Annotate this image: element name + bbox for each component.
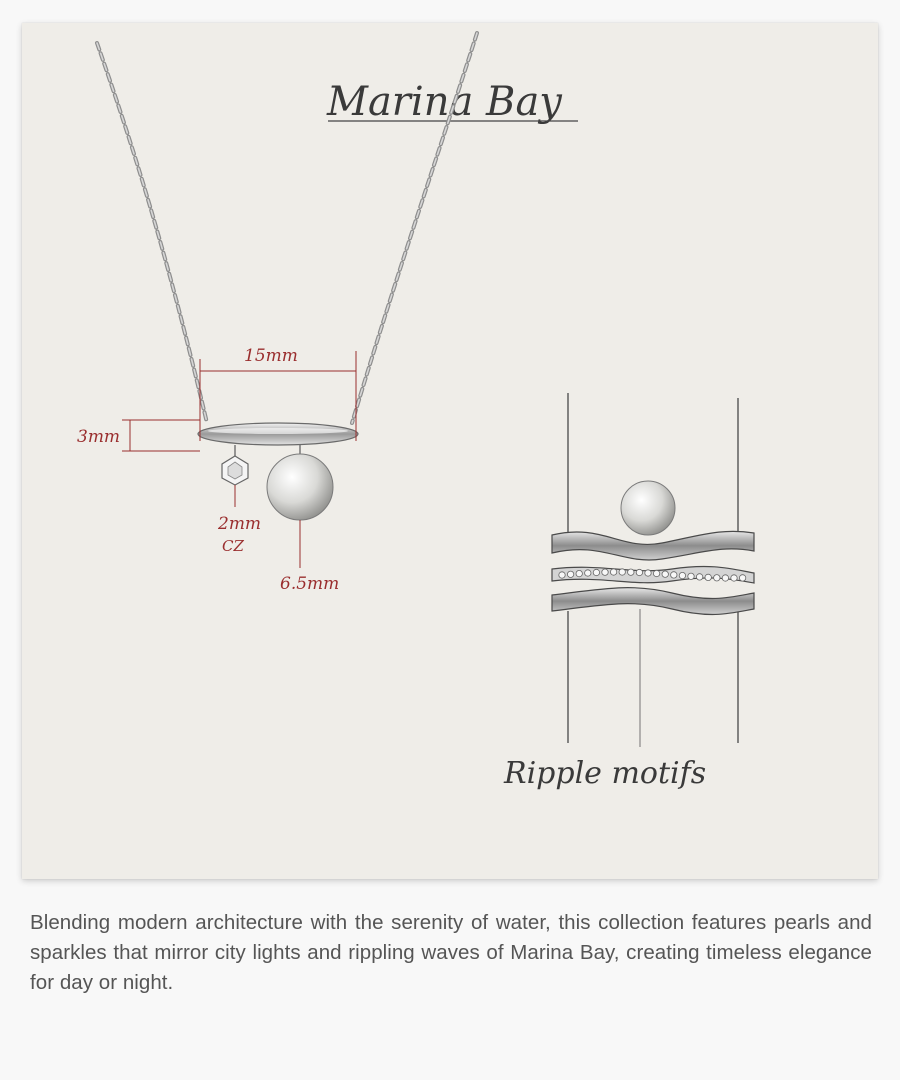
pave-stone	[705, 574, 711, 580]
pave-stone	[739, 575, 745, 581]
pave-stone	[585, 570, 591, 576]
title-group	[326, 79, 578, 125]
pave-stone	[662, 571, 668, 577]
pave-stone	[593, 569, 599, 575]
dim-cz-label: 2mm	[218, 514, 262, 534]
ring-pearl-icon	[621, 481, 675, 535]
cz-stone	[222, 445, 248, 485]
pave-stone	[714, 575, 720, 581]
sketch-illustration	[22, 23, 878, 879]
description-paragraph: Blending modern architecture with the serenity of water, this collection features pearls and sparkles that mirror city lights and rippling waves of Marina Bay, creating timeless elegance for day or night.	[30, 911, 872, 994]
ring-band-top	[552, 531, 754, 560]
dim-cz-type: CZ	[222, 537, 244, 555]
pave-stone	[576, 570, 582, 576]
title-text: Marina Bay	[327, 79, 562, 125]
dim-width-label: 15mm	[244, 346, 298, 366]
jewelry-sketch	[22, 23, 878, 879]
pave-stone	[602, 569, 608, 575]
necklace-pearl	[267, 445, 333, 520]
pave-stone	[610, 569, 616, 575]
pave-stone	[722, 575, 728, 581]
pave-stone	[679, 572, 685, 578]
pave-stone	[636, 569, 642, 575]
pave-stone	[567, 571, 573, 577]
dim-pearl-label: 6.5mm	[280, 574, 340, 594]
pave-stone	[628, 569, 634, 575]
ring-band-bottom	[552, 588, 754, 615]
ripple-label: Ripple motifs	[504, 756, 707, 791]
dim-height-label: 3mm	[77, 427, 121, 447]
pearl-icon	[267, 454, 333, 520]
bar-pendant	[198, 423, 358, 445]
ripple-ring	[552, 481, 754, 614]
pave-stone	[559, 572, 565, 578]
left-chain	[97, 43, 207, 423]
pave-stone	[731, 575, 737, 581]
pave-stone	[696, 574, 702, 580]
pave-stone	[688, 573, 694, 579]
pave-stone	[653, 570, 659, 576]
pave-stone	[619, 569, 625, 575]
pave-stone	[671, 572, 677, 578]
pave-stone	[645, 570, 651, 576]
